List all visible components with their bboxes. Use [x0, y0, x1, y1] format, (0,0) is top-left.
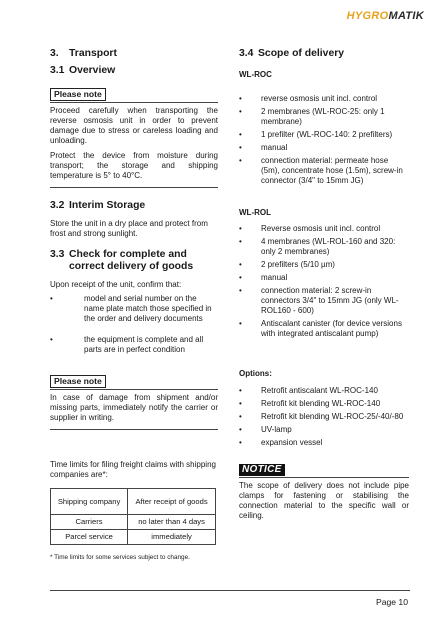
- right-column: [239, 40, 409, 521]
- section-3-3-number: 3.3: [50, 249, 65, 260]
- list-item: • Retrofit antiscalant WL-ROC-140: [239, 386, 409, 396]
- section-3-4-title: Scope of delivery: [258, 48, 345, 59]
- list-item: • reverse osmosis unit incl. control: [239, 94, 409, 104]
- claims-intro-text: Time limits for filing freight claims with shipping companies are*:: [50, 460, 216, 479]
- divider: [239, 477, 409, 478]
- list-item: • the equipment is complete and all parts are in perfect condition: [50, 335, 218, 355]
- list-item: • 2 membranes (WL-ROC-25: only 1 membrane): [239, 107, 409, 127]
- transport-moisture-text: Protect the device from moisture during transport; the storage and shipping temperature is 5° to 40°C.: [50, 151, 218, 180]
- wl-rol-subheading: WL-ROL: [239, 208, 271, 217]
- receipt-check-list: [50, 294, 218, 355]
- table-cell: Parcel service: [51, 530, 128, 545]
- table-header-row: [51, 489, 216, 515]
- receipt-intro-text: Upon receipt of the unit, confirm that:: [50, 280, 182, 289]
- section-3-4-number: 3.4: [239, 48, 254, 59]
- wl-roc-list: [239, 94, 409, 186]
- table-row: [51, 515, 216, 530]
- logo-part-matik: MATIK: [388, 10, 424, 22]
- footer-divider: [50, 590, 410, 591]
- please-note-label-2: Please note: [50, 375, 106, 388]
- section-3-3-title: Check for complete and correct delivery of goods: [69, 249, 194, 272]
- section-3-1-heading: [50, 65, 218, 77]
- table-header-cell: Shipping company: [51, 489, 128, 515]
- section-3-2-heading: [50, 200, 218, 212]
- left-column: [50, 40, 218, 563]
- list-item: • connection material: 2 screw-in connectors 3/4" to 15mm JG (only WL-ROL160 - 600): [239, 286, 409, 316]
- storage-text: Store the unit in a dry place and protect from frost and strong sunlight.: [50, 219, 208, 238]
- options-subheading: Options:: [239, 369, 272, 378]
- divider: [50, 187, 218, 188]
- section-3-2-title: Interim Storage: [69, 200, 146, 211]
- section-3-title: Transport: [69, 48, 117, 59]
- section-3-2-number: 3.2: [50, 200, 65, 211]
- table-header-cell: After receipt of goods: [128, 489, 216, 515]
- table-footnote: * Time limits for some services subject to change.: [50, 554, 190, 561]
- transport-care-text: Proceed carefully when transporting the reverse osmosis unit in order to prevent damage due to stress or careless loading and unloading.: [50, 106, 218, 145]
- divider: [50, 389, 218, 390]
- list-item: • connection material: permeate hose (5m), concentrate hose (1.5m), screw-in connector (3/4" to 15mm JG): [239, 156, 409, 186]
- logo-part-hygro: HYGRO: [346, 10, 389, 22]
- section-3-heading: [50, 48, 218, 60]
- list-item: • Retrofit kit blending WL-ROC-140: [239, 399, 409, 409]
- list-item: • 2 prefilters (5/10 µm): [239, 260, 409, 270]
- section-3-4-heading: [239, 48, 409, 60]
- damage-notify-text: In case of damage from shipment and/or missing parts, immediately notify the carrier or supplier in writing.: [50, 393, 218, 422]
- section-3-number: 3.: [50, 48, 59, 59]
- wl-roc-subheading: WL-ROC: [239, 70, 272, 79]
- table-cell: Carriers: [51, 515, 128, 530]
- table-cell: no later than 4 days: [128, 515, 216, 530]
- list-item: • Reverse osmosis unit incl. control: [239, 224, 409, 234]
- options-list: [239, 386, 409, 448]
- list-item: • Antiscalant canister (for device versions with integrated antiscalant pump): [239, 319, 409, 339]
- notice-label: NOTICE: [239, 464, 285, 476]
- list-item: • 4 membranes (WL-ROL-160 and 320: only 2 membranes): [239, 237, 409, 257]
- notice-text: The scope of delivery does not include pipe clamps for fastening or stabilising the connection material to the specific wall or ceiling.: [239, 481, 409, 520]
- section-3-1-number: 3.1: [50, 65, 65, 76]
- table-row: [51, 530, 216, 545]
- please-note-label-1: Please note: [50, 88, 106, 101]
- page-number: Page 10: [375, 597, 408, 607]
- list-item: • Retrofit kit blending WL-ROC-25/-40/-80: [239, 412, 409, 422]
- list-item: • model and serial number on the name plate match those specified in the order and delivery documents: [50, 294, 218, 324]
- list-item: • UV-lamp: [239, 425, 409, 435]
- wl-rol-list: [239, 224, 409, 339]
- list-item: • manual: [239, 273, 409, 283]
- divider: [50, 429, 218, 430]
- claims-table: [50, 488, 216, 545]
- section-3-3-heading: [50, 249, 218, 273]
- divider: [50, 102, 218, 103]
- brand-logo: [347, 10, 424, 22]
- list-item: • 1 prefilter (WL-ROC-140: 2 prefilters): [239, 130, 409, 140]
- table-cell: immediately: [128, 530, 216, 545]
- section-3-1-title: Overview: [69, 65, 116, 76]
- list-item: • expansion vessel: [239, 438, 409, 448]
- list-item: • manual: [239, 143, 409, 153]
